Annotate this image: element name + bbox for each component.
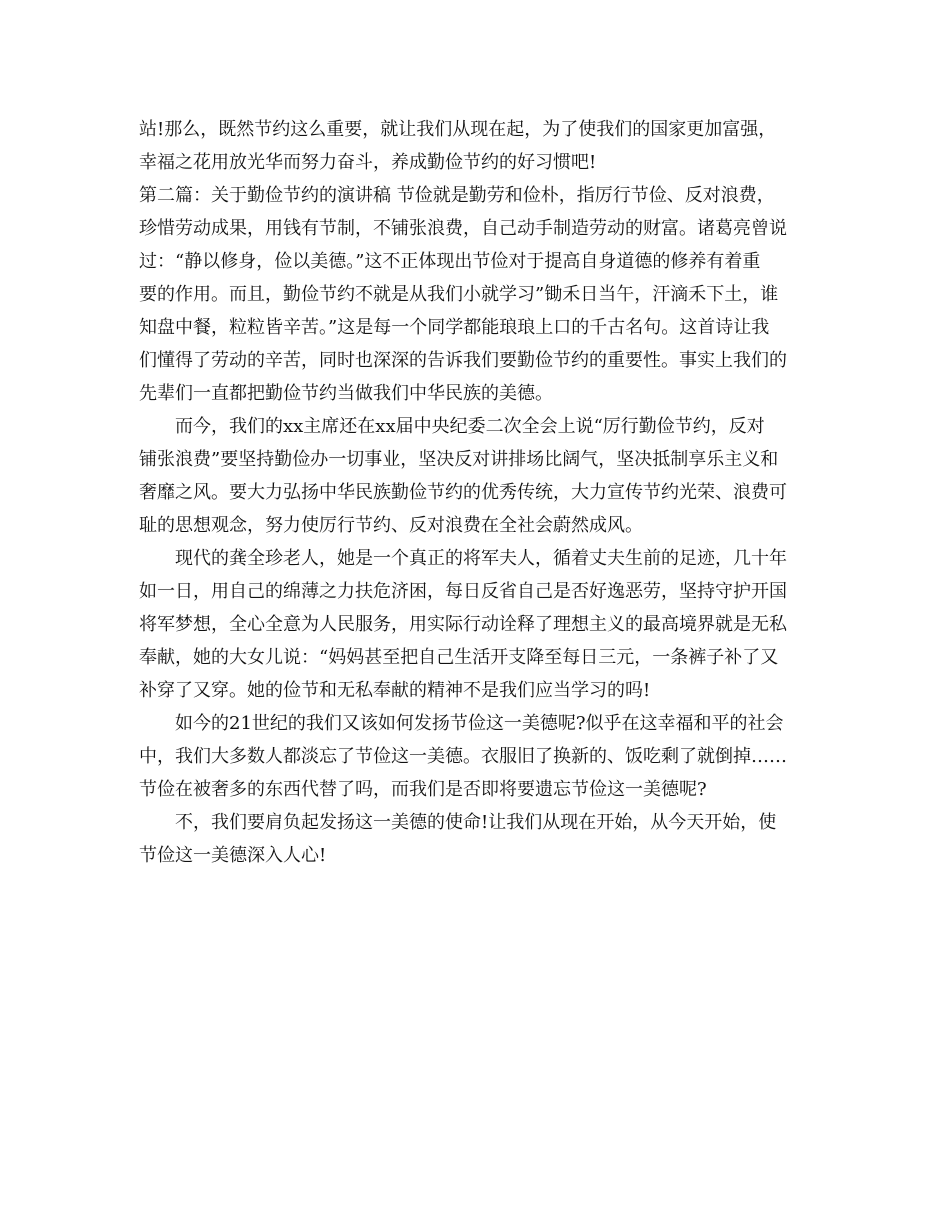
text-line: 们懂得了劳动的辛苦，同时也深深的告诉我们要勤俭节约的重要性。事实上我们的 xyxy=(139,350,787,371)
text-line xyxy=(139,410,823,443)
text-line: 如一日，用自己的绵薄之力扶危济困，每日反省自己是否好逸恶劳，坚持守护开国 xyxy=(139,581,787,602)
text-line: 要的作用。而且，勤俭节约不就是从我们小就学习”锄禾日当午，汗滴禾下土，谁 xyxy=(139,284,779,305)
text-line xyxy=(139,542,823,575)
text-line: 节俭这一美德深入人心! xyxy=(139,845,327,866)
text-line: 铺张浪费”要坚持勤俭办一切事业，坚决反对讲排场比阔气，坚决抵制享乐主义和 xyxy=(139,449,779,470)
paragraph-indented-start: 不，我们要肩负起发扬这一美德的使命!让我们从现在开始，从今天开始，使 xyxy=(175,812,777,833)
text-line: 补穿了又穿。她的俭节和无私奉献的精神不是我们应当学习的吗! xyxy=(139,680,651,701)
text-line: 知盘中餐，粒粒皆辛苦。”这是每一个同学都能琅琅上口的千古名句。这首诗让我 xyxy=(139,317,770,338)
text-line: 奉献，她的大女儿说：“妈妈甚至把自己生活开支降至每日三元，一条裤子补了又 xyxy=(139,647,779,668)
text-line: 第二篇：关于勤俭节约的演讲稿 节俭就是勤劳和俭朴，指厉行节俭、反对浪费， xyxy=(139,185,775,206)
text-line: 奢靡之风。要大力弘扬中华民族勤俭节约的优秀传统，大力宣传节约光荣、浪费可 xyxy=(139,482,787,503)
paragraph-indented-start: 现代的龚全珍老人，她是一个真正的将军夫人，循着丈夫生前的足迹，几十年 xyxy=(175,548,787,569)
text-line: 站!那么，既然节约这么重要，就让我们从现在起，为了使我们的国家更加富强， xyxy=(139,119,777,140)
text-line xyxy=(139,707,823,740)
paragraph-indented-start: 如今的21世纪的我们又该如何发扬节俭这一美德呢?似乎在这幸福和平的社会 xyxy=(175,713,784,734)
text-line: 节俭在被奢多的东西代替了吗，而我们是否即将要遗忘节俭这一美德呢? xyxy=(139,779,707,800)
text-line: 先辈们一直都把勤俭节约当做我们中华民族的美德。 xyxy=(139,383,553,404)
text-line: 过：“静以修身，俭以美德。”这不正体现出节俭对于提高自身道德的修养有着重 xyxy=(139,251,761,272)
text-line: 珍惜劳动成果，用钱有节制，不铺张浪费，自己动手制造劳动的财富。诸葛亮曾说 xyxy=(139,218,787,239)
text-line: 将军梦想，全心全意为人民服务，用实际行动诠释了理想主义的最高境界就是无私 xyxy=(139,614,787,635)
document-page xyxy=(139,113,823,872)
text-line: 耻的思想观念，努力使厉行节约、反对浪费在全社会蔚然成风。 xyxy=(139,515,643,536)
text-line xyxy=(139,806,823,839)
text-line: 幸福之花用放光华而努力奋斗，养成勤俭节约的好习惯吧! xyxy=(139,152,597,173)
paragraph-indented-start: 而今，我们的xx主席还在xx届中央纪委二次全会上说“厉行勤俭节约，反对 xyxy=(175,416,765,437)
text-line: 中，我们大多数人都淡忘了节俭这一美德。衣服旧了换新的、饭吃剩了就倒掉…… xyxy=(139,746,787,767)
